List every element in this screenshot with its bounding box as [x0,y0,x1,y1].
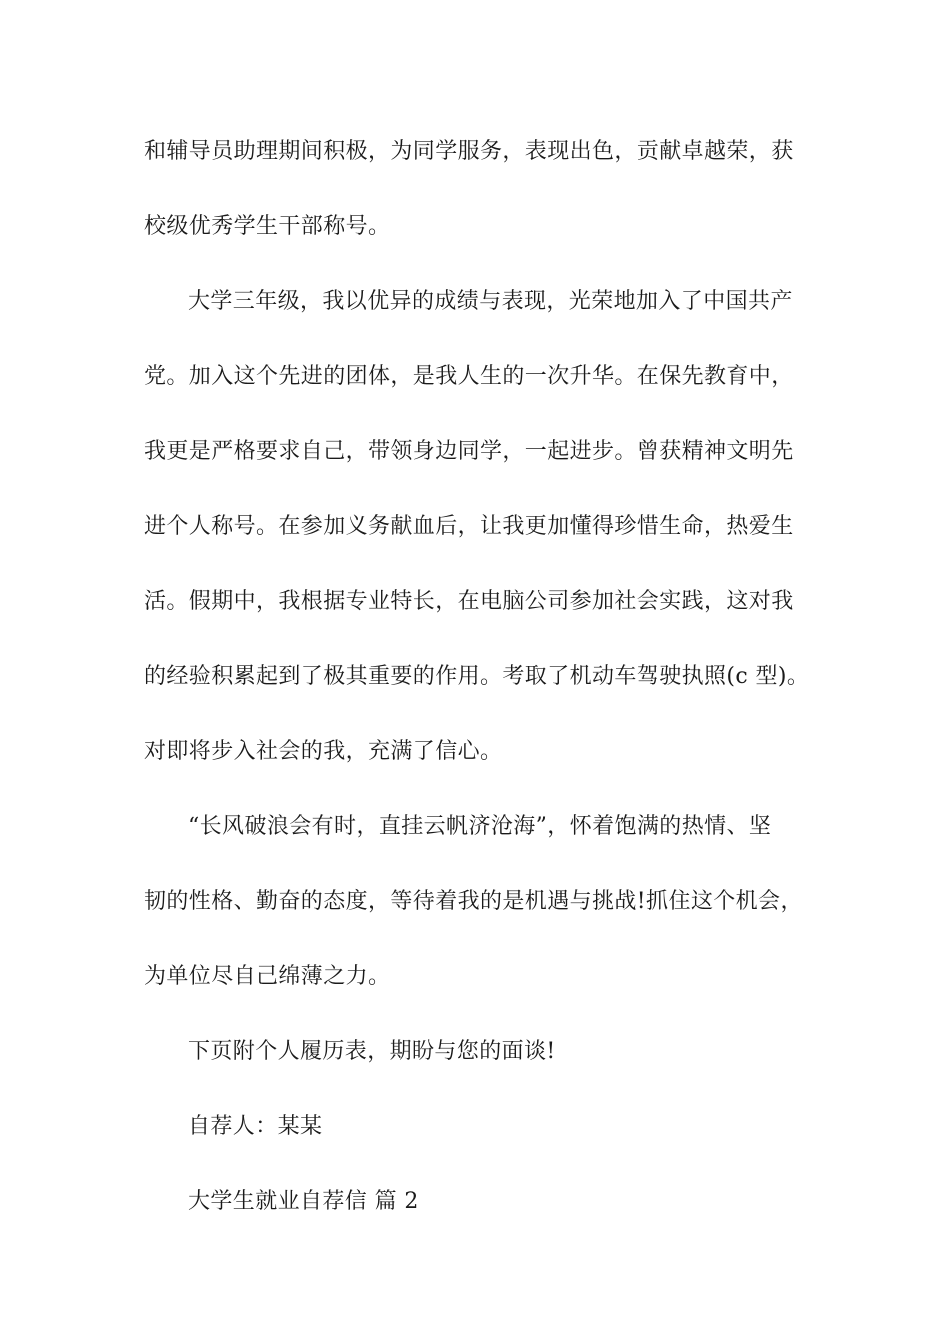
paragraph-start-line: “长风破浪会有时，直挂云帆济沧海”，怀着饱满的热情、坚 [188,814,772,839]
text-line: 党。加入这个先进的团体，是我人生的一次升华。在保先教育中， [144,364,794,389]
text-line: 活。假期中，我根据专业特长，在电脑公司参加社会实践，这对我 [144,589,794,614]
text-line: 进个人称号。在参加义务献血后，让我更加懂得珍惜生命，热爱生 [144,514,794,539]
closing-line: 下页附个人履历表，期盼与您的面谈! [188,1039,556,1064]
text-line: 和辅导员助理期间积极，为同学服务，表现出色，贡献卓越荣，获 [144,139,794,164]
paragraph-start-line: 大学三年级，我以优异的成绩与表现，光荣地加入了中国共产 [188,289,793,314]
text-line: 对即将步入社会的我，充满了信心。 [144,739,503,764]
text-line: 韧的性格、勤奋的态度，等待着我的是机遇与挑战!抓住这个机会， [144,889,803,914]
signature-line: 自荐人：某某 [188,1114,323,1139]
text-line: 我更是严格要求自己，带领身边同学，一起进步。曾获精神文明先 [144,439,794,464]
section-heading: 大学生就业自荐信 篇 2 [188,1189,419,1214]
text-line: 为单位尽自己绵薄之力。 [144,964,391,989]
text-line: 校级优秀学生干部称号。 [144,214,391,239]
text-line: 的经验积累起到了极其重要的作用。考取了机动车驾驶执照(c 型)。 [144,664,810,689]
